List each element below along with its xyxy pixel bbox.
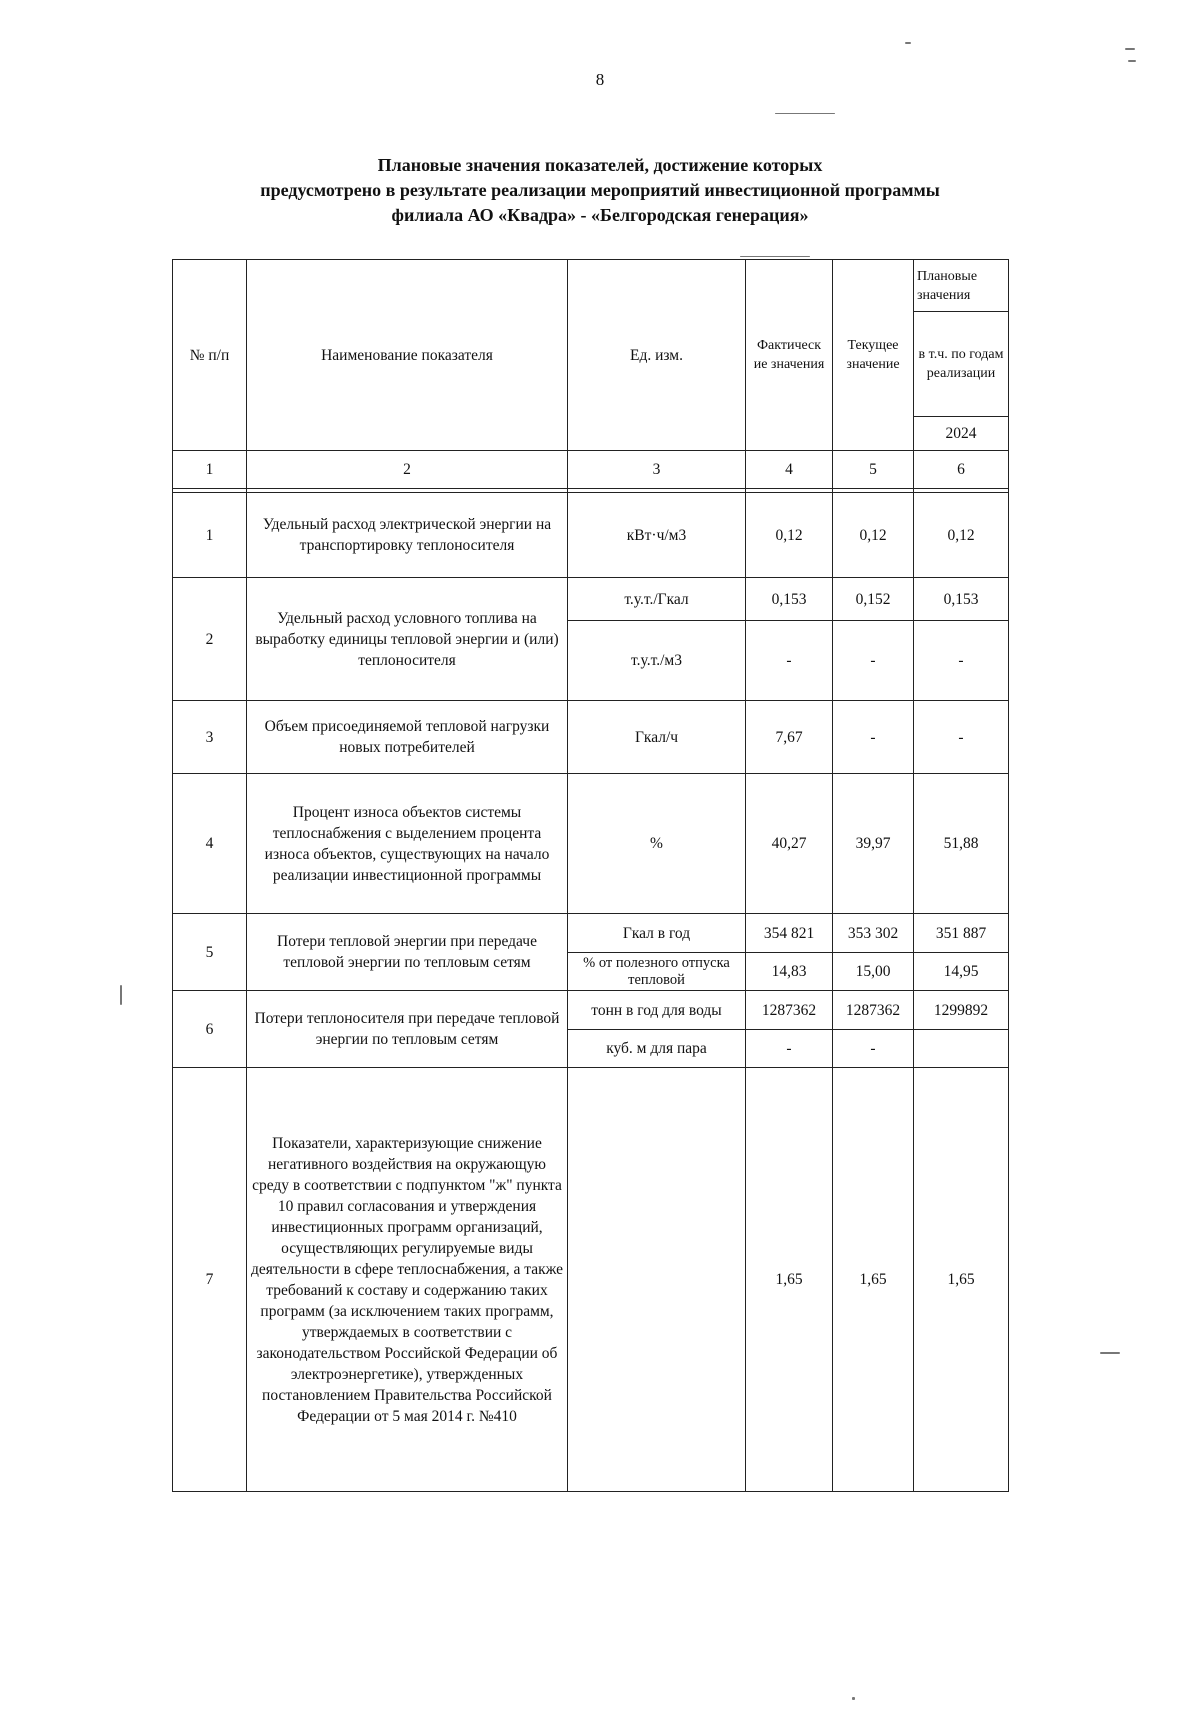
table-row bbox=[173, 701, 1009, 774]
page-number: 8 bbox=[595, 70, 605, 89]
indicators-table bbox=[172, 259, 1009, 1492]
planned-value: 1299892 bbox=[914, 991, 1009, 1030]
scan-speck bbox=[1128, 60, 1136, 62]
header-actual: Фактическ ие значения bbox=[746, 260, 833, 451]
planned-value: 1,65 bbox=[914, 1068, 1009, 1492]
header-year: 2024 bbox=[914, 417, 1009, 451]
table-row bbox=[173, 578, 1009, 621]
unit-cell: кВт·ч/м3 bbox=[568, 493, 746, 578]
current-value: 353 302 bbox=[833, 914, 914, 953]
unit-cell: т.у.т./Гкал bbox=[568, 578, 746, 621]
title-line-2: предусмотрено в результате реализации мероприятий инвестиционной программы bbox=[260, 180, 940, 200]
planned-value: 0,153 bbox=[914, 578, 1009, 621]
actual-value: - bbox=[746, 1030, 833, 1068]
unit-cell: Гкал/ч bbox=[568, 701, 746, 774]
current-value: 0,12 bbox=[833, 493, 914, 578]
column-number-3: 3 bbox=[568, 451, 746, 489]
row-number: 6 bbox=[173, 991, 247, 1068]
indicator-name: Показатели, характеризующие снижение негативного воздействия на окружающую среду в соответствии с подпунктом "ж" пункта 10 правил согласования и утверждения инвестиционных программ организаций, осуществляющих регулируемые виды деятельности в сфере теплоснабжения, а также требований к составу и содержанию таких программ (за исключением таких программ, утверждаемых в соответствии с законодательством Российской Федерации об электроэнергетике), утвержденных постановлением Правительства Российской Федерации от 5 мая 2014 г. №410 bbox=[247, 1068, 568, 1492]
current-value: - bbox=[833, 621, 914, 701]
planned-value: 14,95 bbox=[914, 953, 1009, 991]
unit-cell: Гкал в год bbox=[568, 914, 746, 953]
planned-value: - bbox=[914, 621, 1009, 701]
column-number-6: 6 bbox=[914, 451, 1009, 489]
column-number-2: 2 bbox=[247, 451, 568, 489]
column-number-4: 4 bbox=[746, 451, 833, 489]
planned-value: 51,88 bbox=[914, 774, 1009, 914]
current-value: 0,152 bbox=[833, 578, 914, 621]
scan-speck bbox=[1100, 1352, 1120, 1354]
table-row bbox=[173, 493, 1009, 578]
scan-speck bbox=[120, 985, 122, 1005]
current-value: - bbox=[833, 701, 914, 774]
title-line-3: филиала АО «Квадра» - «Белгородская генерация» bbox=[391, 205, 809, 225]
table-row bbox=[173, 914, 1009, 953]
planned-value bbox=[914, 1030, 1009, 1068]
scan-speck bbox=[905, 42, 911, 44]
indicator-name: Процент износа объектов системы теплоснабжения с выделением процента износа объектов, существующих на начало реализации инвестиционной программы bbox=[247, 774, 568, 914]
current-value: 1287362 bbox=[833, 991, 914, 1030]
column-number-1: 1 bbox=[173, 451, 247, 489]
unit-cell: т.у.т./м3 bbox=[568, 621, 746, 701]
header-name: Наименование показателя bbox=[247, 260, 568, 451]
actual-value: 0,12 bbox=[746, 493, 833, 578]
indicator-name: Потери теплоносителя при передаче тепловой энергии по тепловым сетям bbox=[247, 991, 568, 1068]
scan-speck bbox=[775, 113, 835, 114]
row-number: 3 bbox=[173, 701, 247, 774]
column-numbers-row bbox=[173, 451, 1009, 489]
header-planned-sub: в т.ч. по годам реализации bbox=[914, 312, 1009, 417]
column-number-5: 5 bbox=[833, 451, 914, 489]
table-row bbox=[173, 1068, 1009, 1492]
unit-cell: куб. м для пара bbox=[568, 1030, 746, 1068]
actual-value: 0,153 bbox=[746, 578, 833, 621]
current-value: 1,65 bbox=[833, 1068, 914, 1492]
actual-value: - bbox=[746, 621, 833, 701]
header-unit: Ед. изм. bbox=[568, 260, 746, 451]
actual-value: 7,67 bbox=[746, 701, 833, 774]
indicator-name: Удельный расход электрической энергии на транспортировку теплоносителя bbox=[247, 493, 568, 578]
actual-value: 1,65 bbox=[746, 1068, 833, 1492]
table-row bbox=[173, 774, 1009, 914]
header-current: Текущее значение bbox=[833, 260, 914, 451]
actual-value: 14,83 bbox=[746, 953, 833, 991]
unit-cell: % от полезного отпуска тепловой bbox=[568, 953, 746, 991]
current-value: - bbox=[833, 1030, 914, 1068]
header-planned: Плановые значения bbox=[914, 260, 1009, 312]
indicator-name: Удельный расход условного топлива на выработку единицы тепловой энергии и (или) теплоносителя bbox=[247, 578, 568, 701]
row-number: 7 bbox=[173, 1068, 247, 1492]
title-line-1: Плановые значения показателей, достижение которых bbox=[377, 155, 823, 175]
indicator-name: Объем присоединяемой тепловой нагрузки новых потребителей bbox=[247, 701, 568, 774]
document-title bbox=[0, 153, 1200, 228]
actual-value: 1287362 bbox=[746, 991, 833, 1030]
planned-value: 0,12 bbox=[914, 493, 1009, 578]
scan-speck bbox=[1125, 48, 1135, 50]
header-num: № п/п bbox=[173, 260, 247, 451]
unit-cell: тонн в год для воды bbox=[568, 991, 746, 1030]
row-number: 4 bbox=[173, 774, 247, 914]
unit-cell bbox=[568, 1068, 746, 1492]
scan-speck bbox=[740, 256, 810, 257]
planned-value: 351 887 bbox=[914, 914, 1009, 953]
actual-value: 354 821 bbox=[746, 914, 833, 953]
row-number: 2 bbox=[173, 578, 247, 701]
current-value: 15,00 bbox=[833, 953, 914, 991]
row-number: 1 bbox=[173, 493, 247, 578]
current-value: 39,97 bbox=[833, 774, 914, 914]
actual-value: 40,27 bbox=[746, 774, 833, 914]
table-row bbox=[173, 991, 1009, 1030]
indicator-name: Потери тепловой энергии при передаче тепловой энергии по тепловым сетям bbox=[247, 914, 568, 991]
header-row-1 bbox=[173, 260, 1009, 312]
planned-value: - bbox=[914, 701, 1009, 774]
unit-cell: % bbox=[568, 774, 746, 914]
scan-speck bbox=[852, 1697, 855, 1700]
row-number: 5 bbox=[173, 914, 247, 991]
